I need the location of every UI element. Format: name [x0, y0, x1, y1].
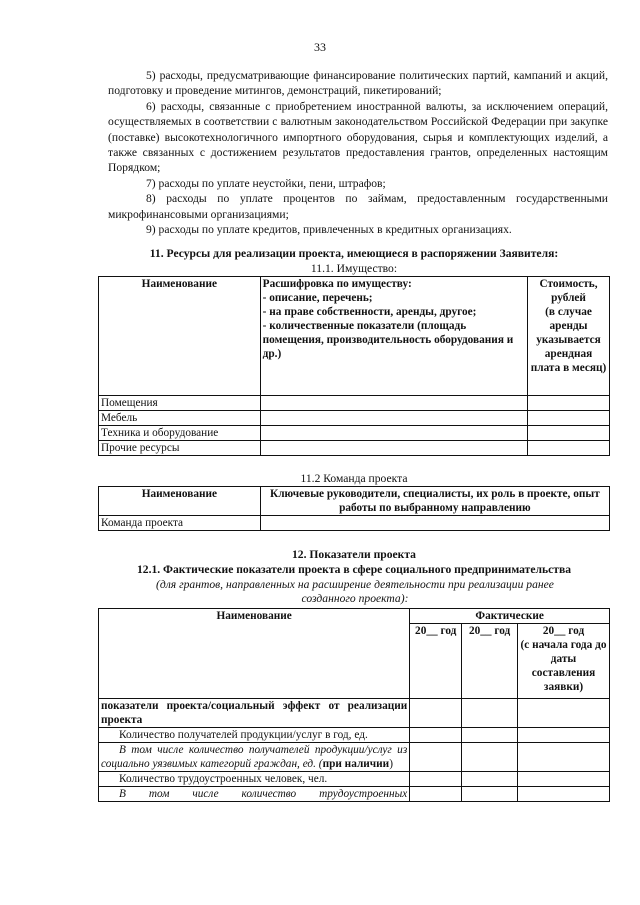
- table-row: [99, 787, 610, 802]
- subsection-12-1-note: (для грантов, направленных на расширение деятельности при реализации ранее созданного проекта):: [156, 578, 554, 605]
- subsection-12-1-title: 12.1. Фактические показатели проекта в сфере социального предпринимательства: [136, 563, 572, 576]
- table-row: [99, 516, 610, 531]
- row-label: Количество трудоустроенных человек, чел.: [99, 772, 410, 787]
- column-header-name: Наименование: [99, 277, 261, 396]
- row-label-bold: при наличии: [322, 758, 390, 770]
- row-label-italic: В том числе количество получателей продукции/услуг из социально уязвимых категорий граждан, ед. (: [101, 744, 408, 770]
- table-cell: [410, 743, 462, 772]
- table-cell: [528, 396, 610, 411]
- list-item: 5) расходы, предусматривающие финансирование политических партий, кампаний и акций, подготовку и проведение митингов, демонстраций, пикетирований;: [108, 69, 608, 98]
- list-item: 6) расходы, связанные с приобретением иностранной валюты, за исключением операций, осуществляемых в соответствии с валютным законодательством Российской Федерации при закупке (поставке) высокотехнологичного импортного оборудования, сырья и комплектующих изделий, а также связанных с достижением результатов предоставления грантов, определенных настоящим Порядком;: [108, 99, 608, 175]
- column-header-year-2: 20__ год: [462, 624, 518, 699]
- table-cell: [462, 699, 518, 728]
- table-cell: [260, 411, 527, 426]
- table-row: [99, 772, 610, 787]
- table-cell: [410, 728, 462, 743]
- subsection-11-1-title: 11.1. Имущество:: [310, 262, 398, 275]
- page-number: 33: [314, 40, 326, 54]
- list-item: 9) расходы по уплате кредитов, привлеченных в кредитных организациях.: [146, 223, 512, 237]
- table-cell: [260, 516, 609, 531]
- table-header-row: [99, 277, 610, 396]
- table-cell: [462, 787, 518, 802]
- column-header-name: Наименование: [99, 609, 410, 699]
- table-row: [99, 699, 610, 728]
- table-header-row: [99, 487, 610, 516]
- column-header-year-1: 20__ год: [410, 624, 462, 699]
- table-cell: [518, 743, 610, 772]
- table-cell: [260, 396, 527, 411]
- table-header-row: [99, 609, 610, 624]
- row-label: Помещения: [99, 396, 261, 411]
- section-11-title: 11. Ресурсы для реализации проекта, имеющиеся в распоряжении Заявителя:: [149, 247, 559, 260]
- table-cell: [462, 743, 518, 772]
- table-cell: [462, 728, 518, 743]
- table-row: [99, 728, 610, 743]
- column-header-year-3: 20__ год (с начала года до даты составления заявки): [518, 624, 610, 699]
- table-cell: [518, 787, 610, 802]
- list-item: 8) расходы по уплате процентов по займам, предоставленным государственными микрофинансовыми организациями;: [108, 192, 608, 221]
- table-row: [99, 396, 610, 411]
- list-item: 7) расходы по уплате неустойки, пени, штрафов;: [146, 176, 386, 190]
- table-cell: [410, 787, 462, 802]
- row-label: В том числе количество трудоустроенных: [99, 787, 410, 802]
- row-label: Прочие ресурсы: [99, 441, 261, 456]
- row-label: показатели проекта/социальный эффект от реализации проекта: [99, 699, 410, 728]
- team-table: [98, 486, 610, 531]
- table-cell: [260, 441, 527, 456]
- column-header-name: Наименование: [99, 487, 261, 516]
- table-cell: [518, 699, 610, 728]
- row-label: Техника и оборудование: [99, 426, 261, 441]
- table-row: [99, 426, 610, 441]
- table-cell: [528, 411, 610, 426]
- expense-list: [108, 68, 608, 237]
- table-cell: [260, 426, 527, 441]
- column-header-team: Ключевые руководители, специалисты, их роль в проекте, опыт работы по выбранному направлению: [260, 487, 609, 516]
- column-header-cost: Стоимость, рублей (в случае аренды указывается арендная плата в месяц): [528, 277, 610, 396]
- property-table: [98, 276, 610, 456]
- table-cell: [410, 772, 462, 787]
- subsection-11-2-title: 11.2 Команда проекта: [300, 472, 408, 485]
- table-row: [99, 441, 610, 456]
- column-header-actual: Фактические: [410, 609, 610, 624]
- table-cell: [410, 699, 462, 728]
- table-cell: [462, 772, 518, 787]
- table-cell: [528, 441, 610, 456]
- row-label-end: ): [389, 758, 393, 770]
- table-cell: [518, 728, 610, 743]
- row-label: Команда проекта: [99, 516, 261, 531]
- indicators-table: [98, 608, 610, 802]
- column-header-description: Расшифровка по имуществу: - описание, перечень; - на праве собственности, аренды, другое; - количественные показатели (площадь помещения, производительность оборудования и др.): [260, 277, 527, 396]
- table-row: [99, 411, 610, 426]
- row-label: Мебель: [99, 411, 261, 426]
- row-label: [99, 743, 410, 772]
- table-cell: [518, 772, 610, 787]
- section-12-title: 12. Показатели проекта: [292, 548, 416, 561]
- table-row: [99, 743, 610, 772]
- table-cell: [528, 426, 610, 441]
- row-label: Количество получателей продукции/услуг в год, ед.: [99, 728, 410, 743]
